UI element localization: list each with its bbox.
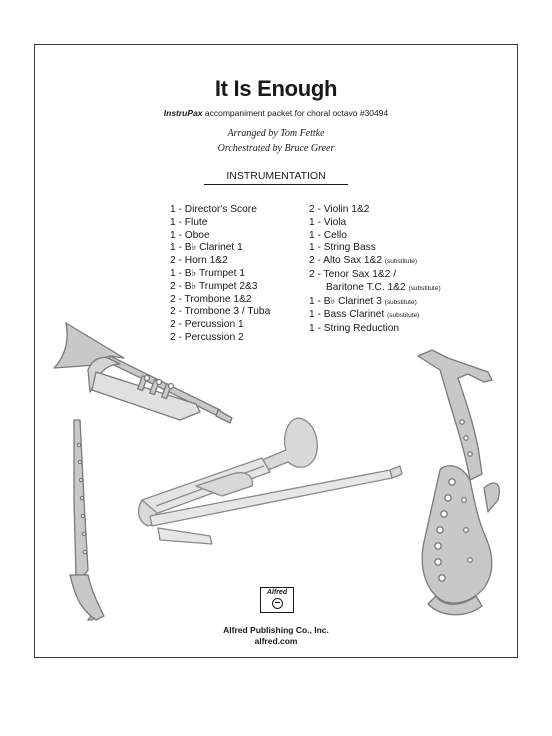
subtitle-text: accompaniment packet for choral octavo #30494 (202, 108, 389, 118)
instrument-name: 1 - Bass Clarinet (309, 309, 388, 321)
instrument-name: 2 - Alto Sax 1&2 (309, 255, 385, 267)
instrument-name: 1 - Director's Score (170, 204, 257, 215)
saxophone-illustration (418, 350, 499, 615)
instrument-name: 1 - Viola (309, 216, 347, 228)
trumpet-illustration (54, 323, 232, 423)
substitute-note: (substitute) (384, 298, 417, 306)
instrument-name: 2 - Trombone 3 / Tuba (170, 306, 271, 318)
instrument-name: 1 - B♭ Clarinet 3 (309, 295, 385, 307)
instrument-name: 2 - Percussion 1 (170, 319, 244, 331)
instrument-name: 1 - String Reduction (309, 323, 400, 335)
instrument-name: 1 - Cello (309, 229, 347, 241)
instrument-name: 1 - B♭ Clarinet 1 (170, 242, 243, 254)
substitute-note: (substitute) (384, 258, 418, 266)
title: It Is Enough (214, 76, 338, 101)
instrumentation-heading: INSTRUMENTATION (226, 170, 326, 182)
instrument-name: 1 - Flute (170, 216, 208, 228)
arranger-credit: Arranged by Tom Fettke (227, 128, 325, 139)
instrument-name: 2 - Tenor Sax 1&2 / (309, 268, 397, 280)
substitute-note: (substitute) (408, 284, 441, 292)
substitute-note: (substitute) (387, 312, 420, 320)
instrument-name: 2 - Percussion 2 (170, 331, 244, 343)
instrument-name: 1 - Oboe (170, 229, 210, 241)
logo-text: Alfred (266, 589, 288, 596)
logo-mark-icon (272, 598, 283, 609)
instrument-name: 2 - B♭ Trumpet 2&3 (170, 280, 258, 292)
instrument-name: 2 - Horn 1&2 (170, 255, 228, 267)
publisher-website: alfred.com (254, 636, 298, 646)
publisher-name: Alfred Publishing Co., Inc. (223, 625, 329, 635)
alfred-logo (260, 587, 294, 613)
trombone-illustration (139, 418, 402, 544)
instrument-name: Baritone T.C. 1&2 (309, 281, 409, 293)
orchestrator-credit: Orchestrated by Bruce Greer (217, 143, 335, 154)
instrument-name: 2 - Violin 1&2 (309, 204, 370, 215)
instrument-name: 2 - Trombone 1&2 (170, 293, 252, 305)
instrument-name: 1 - String Bass (309, 242, 376, 254)
clarinet-illustration (70, 420, 104, 620)
brand-name: InstruPax (163, 108, 203, 118)
instrument-name: 1 - B♭ Trumpet 1 (170, 267, 246, 279)
